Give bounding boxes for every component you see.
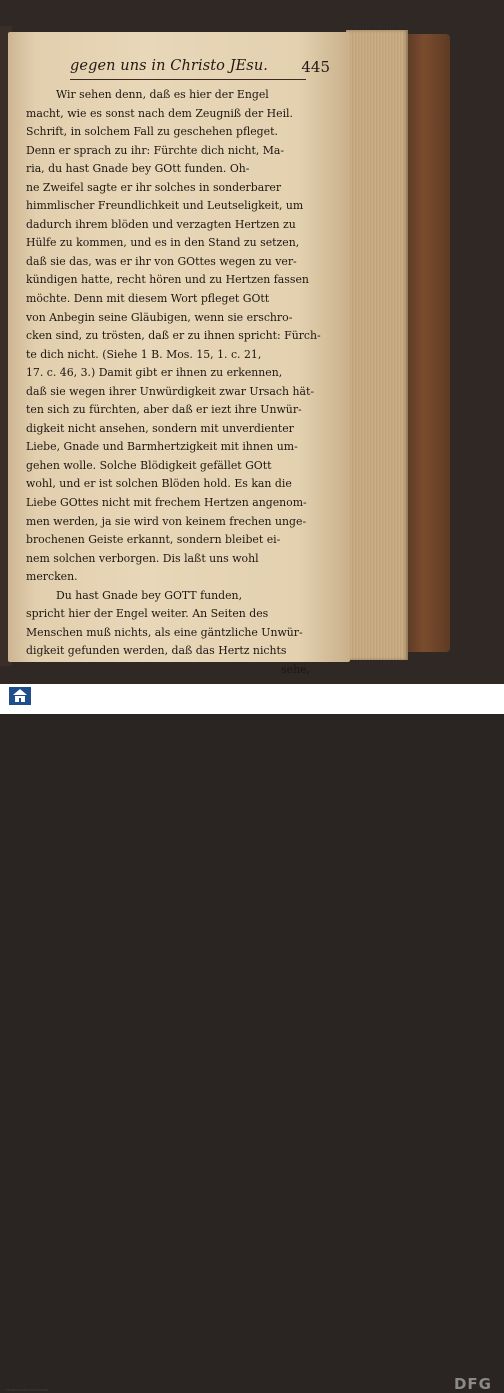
text-line: kündigen hatte, recht hören und zu Hertzen fassen — [26, 273, 309, 287]
text-line: Denn er sprach zu ihr: Fürchte dich nicht, Ma- — [26, 143, 285, 157]
text-line: ten sich zu fürchten, aber daß er iezt ihre Unwür- — [26, 403, 302, 417]
text-line: men werden, ja sie wird von keinem frechen unge- — [26, 514, 307, 528]
text-line: dadurch ihrem blöden und verzagten Hertzen zu — [26, 217, 296, 231]
text-line: Menschen muß nichts, als eine gäntzliche Unwür- — [26, 625, 303, 639]
viewer-footer — [0, 684, 504, 1393]
text-line: nem solchen verborgen. Dis laßt uns wohl — [26, 551, 259, 565]
text-line: himmlischer Freundlichkeit und Leutseligkeit, um — [26, 199, 304, 213]
text-line: te dich nicht. (Siehe 1 B. Mos. 15, 1. c. 21, — [26, 347, 262, 361]
text-line: daß sie wegen ihrer Unwürdigkeit zwar Ursach hät- — [26, 384, 315, 398]
text-line: Du hast Gnade bey GOTT funden, — [56, 588, 243, 602]
text-line: spricht hier der Engel weiter. An Seiten des — [26, 607, 269, 621]
page-text — [26, 86, 321, 680]
book-spine — [406, 34, 450, 652]
text-line: wohl, und er ist solchen Blöden hold. Es kan die — [26, 477, 292, 491]
text-line: digkeit nicht ansehen, sondern mit unverdienter — [26, 421, 294, 435]
text-line: brochenen Geiste erkannt, sondern bleibet ei- — [26, 533, 281, 547]
text-line: ria, du hast Gnade bey GOtt funden. Oh- — [26, 162, 250, 176]
text-line: Hülfe zu kommen, und es in den Stand zu setzen, — [26, 236, 300, 250]
text-line: digkeit gefunden werden, daß das Hertz nichts — [26, 644, 287, 658]
francke-logo-icon — [8, 686, 32, 706]
text-line: daß sie das, was er ihr von GOttes wegen zu ver- — [26, 254, 297, 268]
text-line: Liebe GOttes nicht mit frechem Hertzen angenom- — [26, 496, 307, 510]
text-line: möchte. Denn mit diesem Wort pfleget GOtt — [26, 292, 270, 306]
text-line: sehe, — [281, 662, 310, 676]
text-line: cken sind, zu trösten, daß er zu ihnen spricht: Fürch- — [26, 329, 321, 343]
logo-text: FRANCKESCHE STIFTUNGEN — [6, 1388, 49, 1392]
text-line: Wir sehen denn, daß es hier der Engel — [56, 88, 269, 101]
text-line: 17. c. 46, 3.) Damit gibt er ihnen zu erkennen, — [26, 366, 283, 380]
text-line: Liebe, Gnade und Barmhertzigkeit mit ihnen um- — [26, 440, 298, 454]
header-rule — [70, 79, 306, 80]
text-line: gehen wolle. Solche Blödigkeit gefället GOtt — [26, 458, 272, 472]
running-head: gegen uns in Christo JEsu. — [70, 58, 268, 74]
text-line: von Anbegin seine Gläubigen, wenn sie erschro- — [26, 310, 293, 324]
text-line: mercken. — [26, 570, 78, 584]
text-line: ne Zweifel sagte er ihr solches in sonderbarer — [26, 180, 282, 194]
dfg-logo: DFG — [453, 1375, 492, 1393]
text-line: Schrift, in solchem Fall zu geschehen pfleget. — [26, 125, 278, 139]
text-line: macht, wie es sonst nach dem Zeugniß der Heil. — [26, 106, 294, 120]
page-number: 445 — [301, 58, 330, 76]
page-edges — [346, 30, 408, 660]
page-header — [70, 58, 330, 78]
